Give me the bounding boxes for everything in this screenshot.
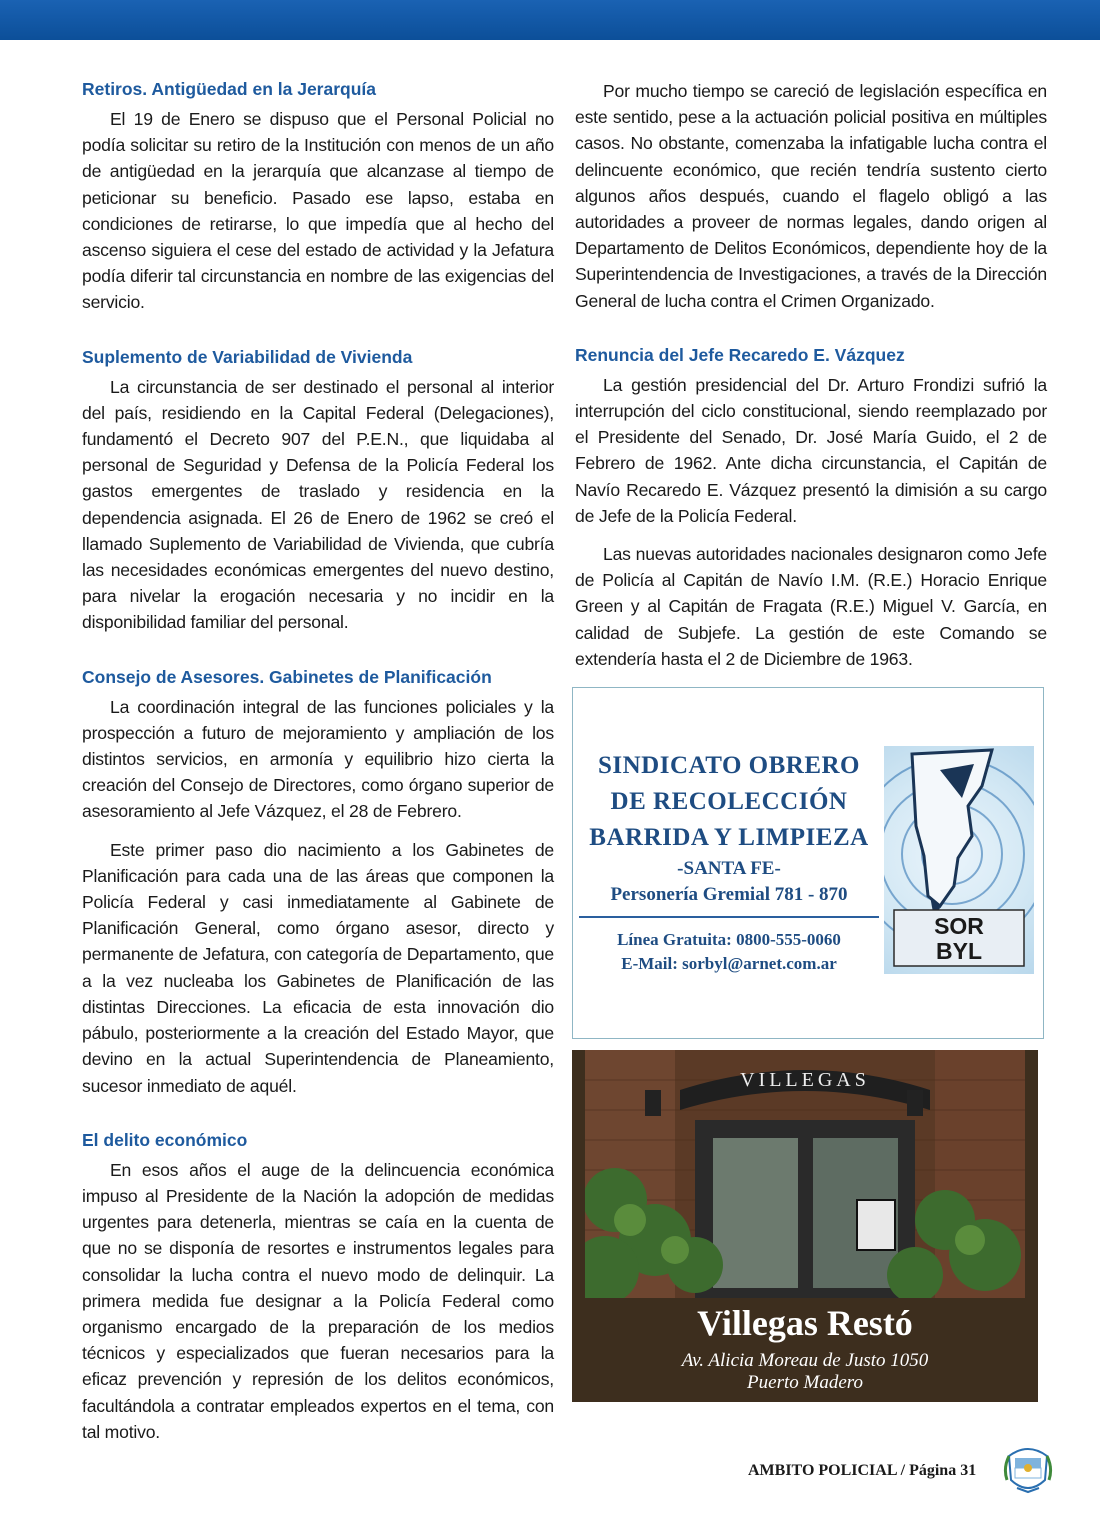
sindicato-email: E-Mail: sorbyl@arnet.com.ar — [621, 954, 837, 973]
sindicato-location: -SANTA FE- — [677, 858, 781, 879]
sindicato-contact — [579, 928, 879, 976]
section-heading: El delito económico — [82, 1129, 248, 1150]
section-renuncia — [575, 344, 1047, 672]
section-consejo — [82, 666, 554, 1099]
sindicato-name-block — [579, 748, 879, 908]
villegas-address-block — [572, 1350, 1038, 1394]
paragraph: En esos años el auge de la delincuencia económica impuso al Presidente de la Nación la adopción de medidas urgentes para detenerla, mientras se caía en la cuenta de que no se disponía de resortes e instrumentos legales para consolidar la lucha contra el nuevo modo de delinquir. La primera medida fue designar a la Policía Federal como organismo encargado de la preparación de los medios técnicos y especializados que fueran necesarios para la eficaz prevención y represión de los delitos económicos, facultándola a contratar empleados expertos en el tema, con tal motivo. — [82, 1159, 554, 1442]
sindicato-ad — [572, 687, 1044, 1039]
top-banner — [0, 0, 1100, 40]
logo-text-bottom: BYL — [936, 938, 982, 964]
paragraph: Este primer paso dio nacimiento a los Gabinetes de Planificación para cada una de las áreas que componen la Policía Federal y casi inmediatamente al Gabinete de Planificación General, como órgano asesor, directo y permanente de Jefatura, con categoría de Departamento, que a la vez nucleaba los Gabinetes de Planificación de las distintas Direcciones. La eficacia de esta innovación dio pábulo, posteriormente a la creación del Estado Mayor, que devino en la actual Superintendencia de Planeamiento, sucesor inmediato de aquél. — [82, 839, 554, 1096]
villegas-sign-text: VILLEGAS — [740, 1069, 870, 1091]
sindicato-line-2: DE RECOLECCIÓN — [610, 788, 848, 815]
divider — [579, 916, 879, 918]
paragraph: La gestión presidencial del Dr. Arturo Frondizi sufrió la interrupción del ciclo constitucional, siendo reemplazado por el Presidente del Senado, Dr. José María Guido, el 2 de Febrero de 1962. Ante dicha circunstancia, el Capitán de Navío Recaredo E. Vázquez presentó la dimisión a su cargo de Jefe de la Policía Federal. — [575, 374, 1047, 526]
paragraph: La circunstancia de ser destinado el personal al interior del país, residiendo en la Capital Federal (Delegaciones), fundamentó el Decreto 907 del P.E.N., que liquidaba al personal de Seguridad y Defensa de la Policía Federal los gastos emergentes de traslado y residencia en la dependencia asignada. El 26 de Enero de 1962 se creó el llamado Suplemento de Variabilidad de Vivienda, que cubría las necesidades económicas emergentes del nuevo destino, para nivelar la erogación necesaria y no incidir en la disponibilidad familiar del personal. — [82, 376, 554, 633]
villegas-ad — [572, 1050, 1038, 1402]
section-heading: Consejo de Asesores. Gabinetes de Planificación — [82, 666, 492, 687]
section-continuation — [575, 78, 1047, 314]
logo-text-top: SOR — [934, 913, 984, 939]
left-column — [82, 78, 554, 1475]
section-heading: Suplemento de Variabilidad de Vivienda — [82, 346, 413, 367]
section-delito — [82, 1129, 554, 1445]
paragraph: El 19 de Enero se dispuso que el Personal Policial no podía solicitar su retiro de la Institución con menos de un año de antigüedad en la jerarquía que alcanzase al tiempo de peticionar su beneficio. Pasado ese lapso, estaba en condiciones de retirarse, lo que impedía que al hecho del ascenso siguiera el cese del estado de actividad y la Jefatura podía diferir tal circunstancia en nombre de las exigencias del servicio. — [82, 109, 554, 313]
section-heading: Retiros. Antigüedad en la Jerarquía — [82, 79, 377, 99]
villegas-title: Villegas Restó — [697, 1303, 913, 1343]
paragraph: Las nuevas autoridades nacionales designaron como Jefe de Policía al Capitán de Navío I.M. (R.E.) Horacio Enrique Green y al Capitán de Fragata (R.E.) Miguel V. García, en calidad de Subjefe. La gestión de este Comando se extendería hasta el 2 de Diciembre de 1963. — [575, 544, 1047, 669]
sindicato-phone: Línea Gratuita: 0800-555-0060 — [617, 930, 841, 949]
section-heading: Renuncia del Jefe Recaredo E. Vázquez — [575, 344, 905, 365]
villegas-area: Puerto Madero — [747, 1372, 863, 1393]
villegas-address: Av. Alicia Moreau de Justo 1050 — [681, 1350, 929, 1371]
restaurant-photo — [585, 1050, 1025, 1298]
sorbyl-logo — [884, 746, 1034, 974]
paragraph: La coordinación integral de las funciones policiales y la prospección a futuro de mejoramiento y ampliación de los distintos servicios, en armonía y equilibrio hizo cierta la creación del Consejo de Directores, como órgano superior de asesoramiento al Jefe Vázquez, el 28 de Febrero. — [82, 696, 554, 822]
sindicato-line-3: BARRIDA Y LIMPIEZA — [589, 824, 869, 851]
police-crest-icon — [1003, 1440, 1053, 1496]
sindicato-registration: Personería Gremial 781 - 870 — [610, 884, 848, 905]
paragraph: Por mucho tiempo se careció de legislación específica en este sentido, pese a la actuación policial positiva en múltiples casos. No obstante, comenzaba la infatigable lucha contra el delincuente económico, que recién tendría sustento cierto algunos años después, cuando el flagelo obligó a las autoridades a proveer de normas legales, dando origen al Departamento de Delitos Económicos, dependiente hoy de la Superintendencia de Investigaciones, a través de la Dirección General de lucha contra el Crimen Organizado. — [575, 81, 1047, 311]
sorbyl-logo-icon — [884, 746, 1034, 974]
right-column — [575, 78, 1047, 702]
section-suplemento — [82, 346, 554, 636]
section-retiros — [82, 78, 554, 316]
sindicato-line-1: SINDICATO OBRERO — [598, 752, 860, 779]
page-footer: AMBITO POLICIAL / Página 31 — [748, 1462, 977, 1479]
